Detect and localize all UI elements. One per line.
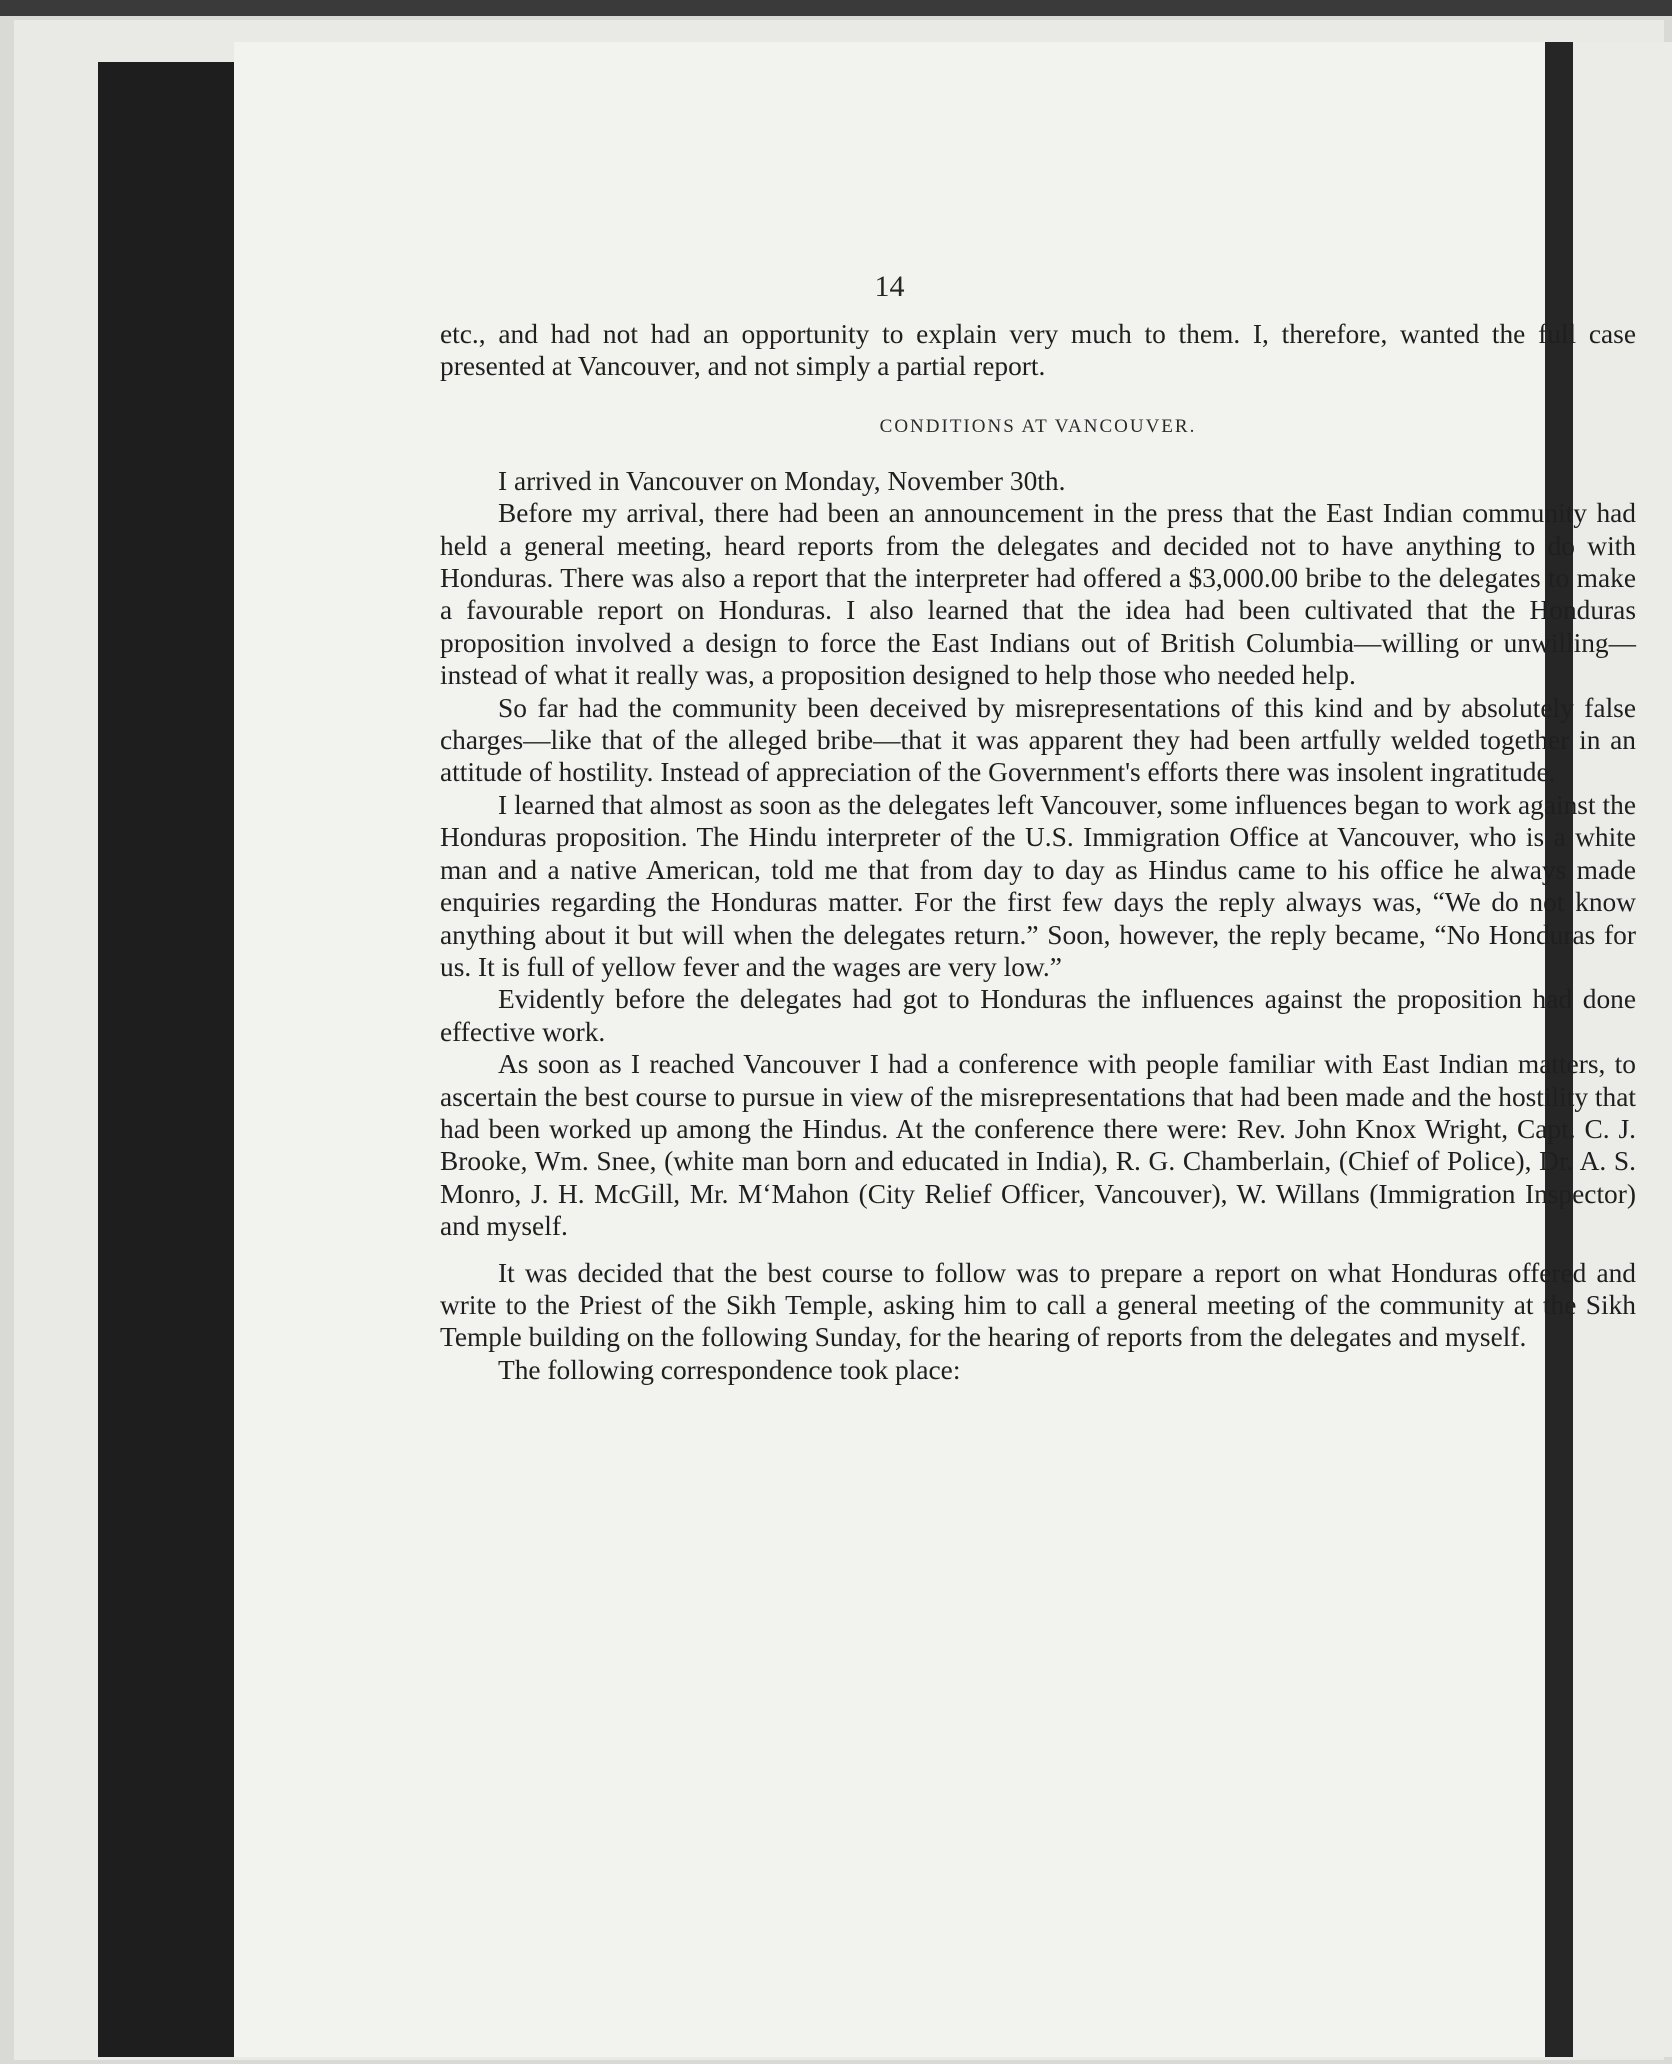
body-text bbox=[440, 318, 1636, 1386]
paragraph-evidently: Evidently before the delegates had got to Honduras the influences against the proposition had done effective work. bbox=[440, 984, 1636, 1047]
paragraph-continuation: etc., and had not had an opportunity to explain very much to them. I, therefore, wanted the full case presented at Vancouver, and not simply a partial report. bbox=[440, 319, 1636, 382]
paragraph-influences: I learned that almost as soon as the delegates left Vancouver, some influences began to work against the Honduras proposition. The Hindu interpreter of the U.S. Immigration Office at Vancouver, who is a white man and a native American, told me that from day to day as Hindus came to his office he always made enquiries regarding the Honduras matter. For the first few days the reply always was, “We do not know anything about it but will when the delegates return.” Soon, however, the reply became, “No Honduras for us. It is full of yellow fever and the wages are very low.” bbox=[440, 789, 1636, 982]
paragraph-announcement: Before my arrival, there had been an announcement in the press that the East Indian community had held a general meeting, heard reports from the delegates and decided not to have anything to do with Honduras. There was also a report that the interpreter had offered a $3,000.00 bribe to the delegates to make a favourable report on Honduras. I also learned that the idea had been cultivated that the Honduras proposition involved a design to force the East Indians out of British Columbia—willing or unwilling—instead of what it really was, a proposition designed to help those who needed help. bbox=[440, 498, 1636, 691]
document-page bbox=[234, 42, 1636, 2057]
paragraph-correspondence: The following correspondence took place: bbox=[498, 1354, 961, 1385]
left-binding-shadow bbox=[98, 62, 234, 2057]
page-number: 14 bbox=[874, 270, 905, 303]
paragraph-arrival: I arrived in Vancouver on Monday, November 30th. bbox=[498, 465, 1066, 496]
scan-top-edge bbox=[0, 0, 1672, 16]
paragraph-deception: So far had the community been deceived by misrepresentations of this kind and by absolutely false charges—like that of the alleged bribe—that it was apparent they had been artfully welded together in an attitude of hostility. Instead of appreciation of the Government's efforts there was insolent ingratitude. bbox=[440, 692, 1636, 788]
paragraph-decision: It was decided that the best course to follow was to prepare a report on what Honduras offered and write to the Priest of the Sikh Temple, asking him to call a general meeting of the community at the Sikh Temple building on the following Sunday, for the hearing of reports from the delegates and myself. bbox=[440, 1257, 1636, 1353]
paragraph-conference: As soon as I reached Vancouver I had a conference with people familiar with East Indian matters, to ascertain the best course to pursue in view of the misrepresentations that had been made and the hostility that had been worked up among the Hindus. At the conference there were: Rev. John Knox Wright, Capt. C. J. Brooke, Wm. Snee, (white man born and educated in India), R. G. Chamberlain, (Chief of Police), Dr. A. S. Monro, J. H. McGill, Mr. M‘Mahon (City Relief Officer, Vancouver), W. Willans (Immigration Inspector) and myself. bbox=[440, 1049, 1636, 1242]
section-heading: CONDITIONS AT VANCOUVER. bbox=[879, 415, 1197, 437]
